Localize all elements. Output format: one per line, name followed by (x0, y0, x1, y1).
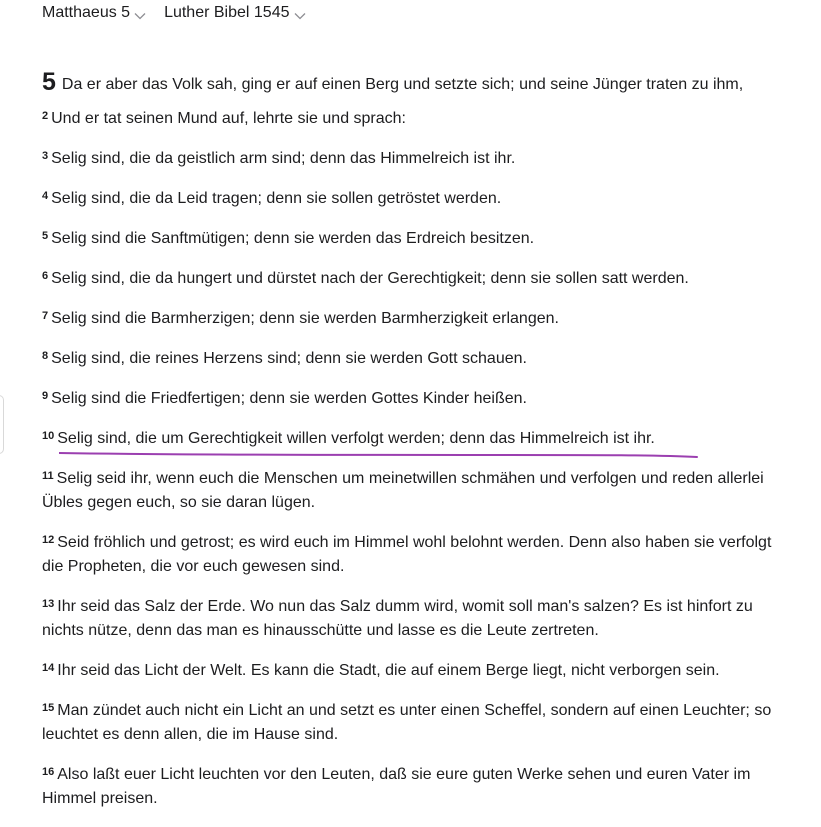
verse-text: Selig sind die Friedfertigen; denn sie werden Gottes Kinder heißen. (51, 390, 527, 407)
verse-15 (42, 699, 797, 747)
verse-number: 12 (42, 534, 55, 546)
verse-number: 3 (42, 150, 49, 162)
verse-13 (42, 595, 797, 643)
verse-number: 14 (42, 662, 55, 674)
verse-4 (42, 187, 797, 211)
verse-text: Selig sind, die da geistlich arm sind; denn das Himmelreich ist ihr. (51, 150, 516, 167)
verse-1 (42, 67, 797, 97)
verse-number: 13 (42, 598, 55, 610)
verse-number: 2 (42, 110, 49, 122)
sidebar-handle[interactable] (0, 395, 4, 454)
verse-text: Selig sind, die da Leid tragen; denn sie sollen getröstet werden. (51, 190, 502, 207)
verse-6 (42, 267, 797, 291)
chapter-number: 5 (42, 68, 56, 96)
verse-3 (42, 147, 797, 171)
chapter-selector[interactable] (42, 4, 146, 22)
verse-number: 9 (42, 390, 49, 402)
verse-number: 10 (42, 430, 55, 442)
verse-8 (42, 347, 797, 371)
verse-number: 5 (42, 230, 49, 242)
verse-text: Selig sind, die um Gerechtigkeit willen verfolgt werden; denn das Himmelreich ist ihr. (57, 430, 655, 447)
verse-text: Ihr seid das Licht der Welt. Es kann die Stadt, die auf einem Berge liegt, nicht verborgen sein. (57, 662, 720, 679)
translation-selector-label: Luther Bibel 1545 (164, 4, 290, 21)
verse-number: 11 (42, 470, 54, 482)
chapter-selector-label: Matthaeus 5 (42, 4, 131, 21)
verse-12 (42, 531, 797, 579)
verse-text: Man zündet auch nicht ein Licht an und setzt es unter einen Scheffel, sondern auf einen Leuchter; so leuchtet es denn allen, die im Hause sind. (42, 702, 772, 743)
verse-text: Und er tat seinen Mund auf, lehrte sie und sprach: (51, 110, 406, 127)
verse-text: Seid fröhlich und getrost; es wird euch im Himmel wohl belohnt werden. Denn also haben sie verfolgt die Propheten, die vor euch gewesen sind. (42, 534, 772, 575)
verse-2 (42, 107, 797, 131)
verse-text: Selig seid ihr, wenn euch die Menschen um meinetwillen schmähen und verfolgen und reden allerlei Übles gegen euch, so sie daran lügen. (42, 470, 764, 511)
verse-text: Selig sind die Barmherzigen; denn sie werden Barmherzigkeit erlangen. (51, 310, 559, 327)
verse-11 (42, 467, 797, 515)
chevron-down-icon (134, 12, 146, 20)
verse-16 (42, 763, 797, 811)
verse-number: 16 (42, 766, 55, 778)
verse-text: Selig sind die Sanftmütigen; denn sie werden das Erdreich besitzen. (51, 230, 535, 247)
verse-text: Selig sind, die reines Herzens sind; denn sie werden Gott schauen. (51, 350, 527, 367)
verse-7 (42, 307, 797, 331)
verse-14 (42, 659, 797, 683)
verse-number: 8 (42, 350, 49, 362)
chevron-down-icon (294, 12, 306, 20)
verse-number: 4 (42, 190, 49, 202)
verse-text: Ihr seid das Salz der Erde. Wo nun das Salz dumm wird, womit soll man's salzen? Es ist hinfort zu nichts nütze, denn das man es hinausschütte und lasse es die Leute zertreten. (42, 598, 753, 639)
verse-10-highlighted[interactable] (42, 427, 797, 451)
verse-5 (42, 227, 797, 251)
verse-number: 15 (42, 702, 55, 714)
verse-text: Also laßt euer Licht leuchten vor den Leuten, daß sie eure guten Werke sehen und euren Vater im Himmel preisen. (42, 766, 751, 807)
verse-number: 6 (42, 270, 49, 282)
top-navigation (42, 2, 306, 24)
verse-text: Selig sind, die da hungert und dürstet nach der Gerechtigkeit; denn sie sollen satt werden. (51, 270, 689, 287)
translation-selector[interactable] (164, 4, 305, 22)
verse-number: 7 (42, 310, 49, 322)
chapter-text (42, 67, 797, 827)
highlight-underline (59, 449, 699, 461)
verse-text: Da er aber das Volk sah, ging er auf einen Berg und setzte sich; und seine Jünger traten zu ihm, (61, 76, 744, 93)
verse-9 (42, 387, 797, 411)
